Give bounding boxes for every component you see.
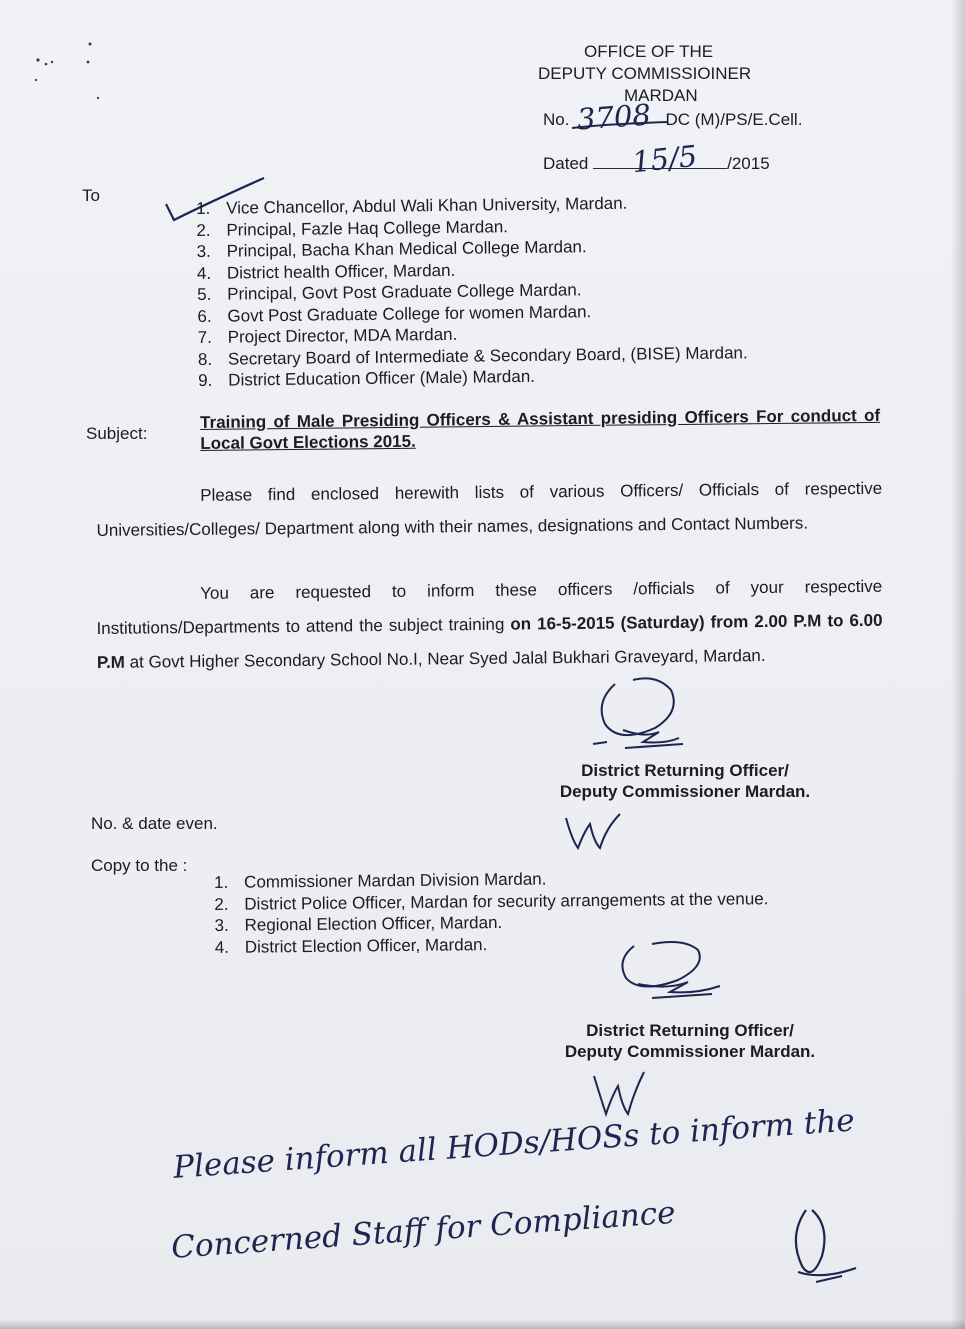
sig2-line1: District Returning Officer/: [586, 1021, 794, 1040]
handwritten-date: 15/5: [630, 138, 699, 180]
signature-2: [608, 936, 728, 1006]
sig1-line1: District Returning Officer/: [581, 761, 789, 780]
ref-underline-ink: [568, 104, 672, 134]
body-paragraph-2: You are requested to inform these officers /officials of your respective Institutions/Departments to attend the subject training on 16-5-2015 (Saturday) from 2.00 P.M to 6.00 P.M at Govt Higher Secondary School No.I, Near Syed Jalal Bukhari Graveyard, Mardan.: [96, 576, 883, 672]
signature-2-block: [545, 1020, 835, 1062]
signature-1: [585, 672, 695, 758]
final-initials: [782, 1196, 862, 1296]
office-line-1: OFFICE OF THE: [584, 42, 714, 61]
handwritten-note-line-2: Concerned Staff for Compliance: [170, 1194, 677, 1266]
handwritten-note-line-1: Please inform all HODs/HOSs to inform the: [172, 1102, 856, 1186]
dated-label: Dated: [543, 154, 589, 173]
sig2-line2: Deputy Commissioner Mardan.: [564, 1042, 816, 1061]
to-label: To: [82, 186, 100, 205]
page-bottom-edge: [0, 1319, 965, 1329]
initials-1: [560, 806, 630, 856]
body-paragraph-1: Please find enclosed herewith lists of various Officers/ Officials of respective Universities/Colleges/ Department along with their names, designations and Contact Numbers.: [96, 478, 883, 540]
copy-list: [214, 869, 769, 958]
no-date-even: No. & date even.: [91, 814, 218, 833]
handwritten-ref-number: 3708: [575, 97, 652, 137]
signature-1-block: [540, 760, 830, 802]
initials-2: [590, 1066, 650, 1122]
recipient-list: [196, 193, 748, 391]
dated-year: /2015: [727, 154, 770, 173]
scan-specks: [28, 40, 108, 110]
page-shadow-edge: [951, 0, 965, 1329]
ref-prefix: No.: [543, 110, 570, 129]
subject-text: Training of Male Presiding Officers & Assistant presiding Officers For conduct of Local Govt Elections 2015.: [200, 405, 881, 453]
training-date-time: on 16-5-2015 (Saturday) from 2.00 P.M to 6.00 P.M: [96, 610, 883, 672]
copy-to-label: Copy to the :: [91, 856, 188, 875]
sig1-line2: Deputy Commissioner Mardan.: [559, 782, 811, 801]
office-line-3: MARDAN: [624, 86, 698, 105]
subject-label: Subject:: [86, 424, 148, 443]
ref-suffix: DC (M)/PS/E.Cell.: [665, 110, 803, 129]
office-line-2: DEPUTY COMMISSIOINER: [538, 64, 752, 83]
